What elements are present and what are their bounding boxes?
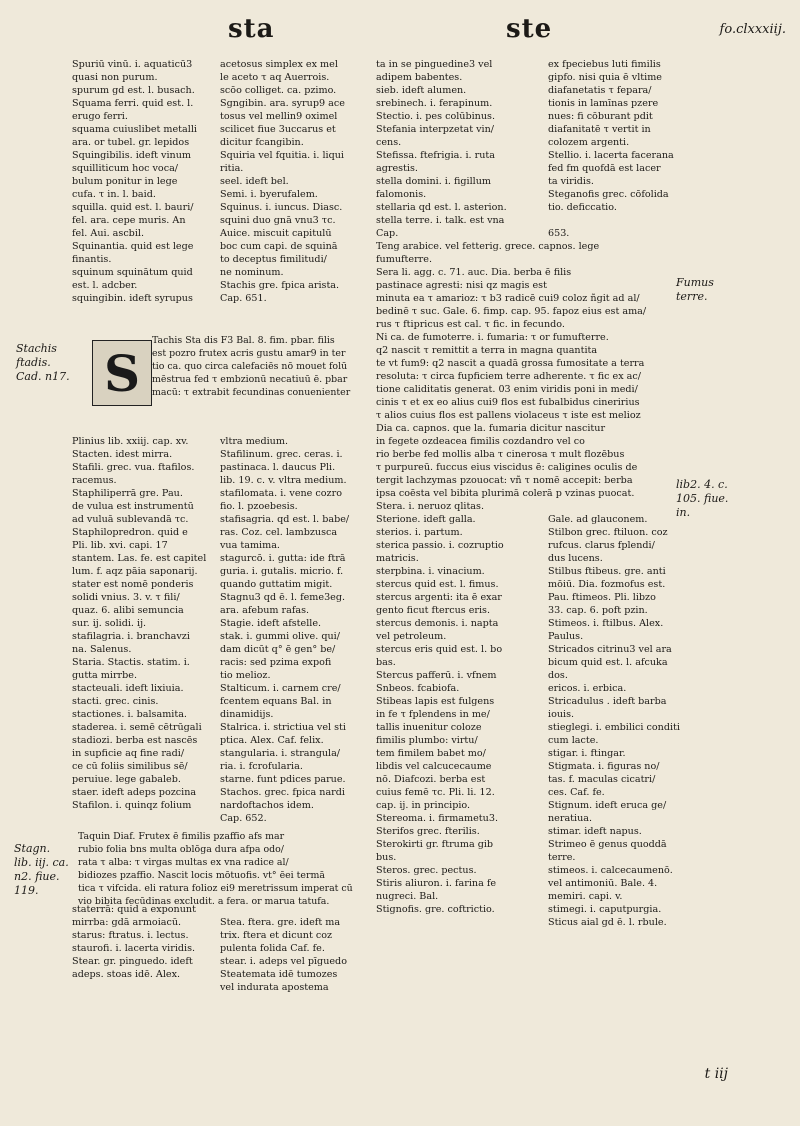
text-line: ce cū foliis similibus sē/ [72, 761, 188, 772]
text-line: Steganofis grec. cōfolida [548, 189, 669, 200]
text-line: est pozro frutex acris gustu amar9 in ter [152, 348, 346, 359]
text-line [72, 812, 214, 825]
text-line: stak. i. gummi olive. qui/ [220, 631, 340, 642]
text-line: tionis in lamīnas pzere [548, 98, 659, 109]
text-line: colozem argenti. [548, 137, 630, 148]
text-line: 119. [14, 884, 39, 897]
text-line: Cad. n17. [16, 370, 70, 383]
text-line: stellaria qd est. l. asterion. [376, 202, 507, 213]
text-line: staderea. i. semē cētrūgali [72, 722, 202, 733]
text-line: nardoftachos idem. [220, 800, 314, 811]
text-line: stimeos. i. calcecaumenō. [548, 865, 673, 876]
text-line: stella terre. i. talk. est vna [376, 215, 505, 226]
text-line: solidi vnius. 3. v. τ fili/ [72, 592, 180, 603]
text-line: fed fm quofdā est lacer [548, 163, 661, 174]
text-line: Stalticum. i. carnem cre/ [220, 683, 341, 694]
text-line: diafanitatē τ vertit in [548, 124, 651, 135]
text-line: Pau. ftimeos. Pli. libzo [548, 592, 656, 603]
text-line: stercus demonis. i. napta [376, 618, 499, 629]
text-line: cap. ij. in principio. [376, 800, 471, 811]
text-line: sterios. i. partum. [376, 527, 463, 538]
text-line: vltra medium. [220, 436, 289, 447]
text-line: Stectio. i. pes colūbinus. [376, 111, 496, 122]
text-line: gutta mirrbe. [72, 670, 138, 681]
text-line: vel indurata apostema [220, 982, 329, 993]
text-line [220, 422, 370, 435]
text-line: 653. [548, 228, 570, 239]
text-line [548, 461, 670, 474]
text-line: adeps. stoas idē. Alex. [72, 969, 181, 980]
text-line: Stachis gre. fpica arista. [220, 280, 340, 291]
text-line: dicitur fcangibin. [220, 137, 304, 148]
text-line: τ alios cuius flos est pallens violaceus τ iste est melioz [376, 410, 641, 421]
text-line: vel antimoniū. Bale. 4. [548, 878, 658, 889]
text-line: Squingibilis. ideft vinum [72, 150, 192, 161]
text-line: Stagie. ideft afstelle. [220, 618, 322, 629]
text-line: fimilis plumbo: virtu/ [376, 735, 478, 746]
text-line: stimar. ideft napus. [548, 826, 642, 837]
paragraph-652 [78, 830, 368, 908]
text-line: Ni ca. de fumoterre. i. fumaria: τ or fumufterre. [376, 332, 609, 343]
text-line: Stilbus ftibeus. gre. anti [548, 566, 666, 577]
text-line: rata τ alba: τ virgas multas ex vna radice al/ [78, 857, 289, 868]
text-line: squilliticum hoc voca/ [72, 163, 179, 174]
text-line: dus lucens. [548, 553, 603, 564]
text-line [548, 240, 670, 253]
text-line: starne. funt pdices parue. [220, 774, 346, 785]
text-line: peruiue. lege gabaleb. [72, 774, 181, 785]
text-line: squinum squinātum quid [72, 267, 193, 278]
text-line: ta in se pinguedine3 vel [376, 59, 493, 70]
text-line: srebinech. i. ferapinum. [376, 98, 493, 109]
text-line: starus: ftratus. i. lectus. [72, 930, 189, 941]
text-line: Stachos. grec. fpica nardi [220, 787, 345, 798]
text-line: lib2. 4. c. [676, 478, 728, 491]
text-line: Stignofis. gre. coftrictio. [376, 904, 495, 915]
text-line: adipem babentes. [376, 72, 463, 83]
text-line: Plinius lib. xxiij. cap. xv. [72, 436, 189, 447]
text-line: Steatemata idē tumozes [220, 969, 338, 980]
text-line [548, 279, 670, 292]
text-line: Gale. ad glauconem. [548, 514, 648, 525]
text-line: ipsa coēsta vel bibita plurimā colerā p vzinas puocat. [376, 488, 635, 499]
text-line: stigar. i. ftingar. [548, 748, 626, 759]
text-line: lum. f. aqz pāia saponarij. [72, 566, 198, 577]
text-line: Stefania interpzetat vin/ [376, 124, 495, 135]
text-line: Squinantia. quid est lege [72, 241, 194, 252]
text-line: stercus eris quid est. l. bo [376, 644, 503, 655]
text-line [72, 409, 214, 422]
text-line [548, 370, 670, 383]
text-line: bus. [376, 852, 397, 863]
text-line: tallis inuenitur coloze [376, 722, 482, 733]
text-line: fio. l. pzoebesis. [220, 501, 298, 512]
text-line [548, 409, 670, 422]
text-line: rus τ ftipricus est cal. τ fic. in fecundo. [376, 319, 565, 330]
text-line [548, 331, 670, 344]
text-line: stadiozi. berba est nascēs [72, 735, 198, 746]
text-line: quasi non purum. [72, 72, 158, 83]
text-line: falomonis. [376, 189, 427, 200]
text-line: Sterokirti gr. ftruma gib [376, 839, 494, 850]
text-line: fumufterre. [376, 254, 432, 265]
text-line: dos. [548, 670, 568, 681]
column-4 [548, 58, 680, 929]
text-line: ria. i. fcrofularia. [220, 761, 303, 772]
text-line: pastinaca. l. daucus Pli. [220, 462, 336, 473]
text-line: Stellio. i. lacerta facerana [548, 150, 674, 161]
text-line [220, 305, 370, 318]
text-line: Fumus [676, 276, 714, 289]
text-line: cens. [376, 137, 402, 148]
text-line: Strimeo ē genus quoddā [548, 839, 667, 850]
text-line: Squinus. i. iuncus. Diasc. [220, 202, 343, 213]
text-line: stimegi. i. caputpurgia. [548, 904, 662, 915]
text-line: Staphiliperrā gre. Pau. [72, 488, 183, 499]
text-line: erugo ferri. [72, 111, 128, 122]
text-line [548, 474, 670, 487]
text-line: Stiris aliuron. i. farina fe [376, 878, 497, 889]
text-line: rubio folia bns multa oblōga dura afpa odo/ [78, 844, 284, 855]
text-line: terre. [548, 852, 576, 863]
text-line: tione caliditatis generat. 03 enim viridis poni in medi/ [376, 384, 638, 395]
text-line: Stera. i. neruoz qlitas. [376, 501, 485, 512]
text-line: Stercus pafferū. i. vfnem [376, 670, 497, 681]
text-line [548, 305, 670, 318]
text-line: stangularia. i. strangula/ [220, 748, 341, 759]
text-line: Stibeas lapis est fulgens [376, 696, 495, 707]
text-line: bidiozes pzaffio. Nascit locis mōtuofis. vt° ēei termā [78, 870, 325, 881]
text-line: Cap. 651. [220, 293, 267, 304]
text-line: sieb. ideft alumen. [376, 85, 467, 96]
text-line: in fe τ fplendens in me/ [376, 709, 490, 720]
text-line: Stilbon grec. ftiluon. coz [548, 527, 668, 538]
text-line: fcentem equans Bal. in [220, 696, 332, 707]
text-line [220, 409, 370, 422]
text-line: Staphilopredron. quid e [72, 527, 188, 538]
text-line: sterica passio. i. cozruptio [376, 540, 504, 551]
text-line: Paulus. [548, 631, 584, 642]
text-line: stercus quid est. l. fimus. [376, 579, 499, 590]
text-line: ta viridis. [548, 176, 594, 187]
text-line: nugreci. Bal. [376, 891, 439, 902]
text-line: sterpbina. i. vinacium. [376, 566, 485, 577]
text-line: stagurcō. i. gutta: ide ftrā [220, 553, 346, 564]
text-line: tem fimilem babet mo/ [376, 748, 486, 759]
text-line: de vulua est instrumentū [72, 501, 194, 512]
text-line: ericos. i. erbica. [548, 683, 627, 694]
text-line: scōo colliget. ca. pzimo. [220, 85, 337, 96]
text-line: n2. fiue. [14, 870, 60, 883]
text-line: squini duo gnā vnu3 τc. [220, 215, 336, 226]
text-line: acetosus simplex ex mel [220, 59, 338, 70]
text-line: stafilomata. i. vene cozro [220, 488, 342, 499]
text-line: stercus argenti: ita ē exar [376, 592, 502, 603]
text-line: Stafilon. i. quinqz folium [72, 800, 192, 811]
text-line: Stereoma. i. firmametu3. [376, 813, 498, 824]
text-line: Sterifos grec. fterilis. [376, 826, 480, 837]
text-line: rio berbe fed mollis alba τ cinerosa τ mult flozēbus [376, 449, 625, 460]
text-line [548, 214, 670, 227]
text-line: stacti. grec. cinis. [72, 696, 159, 707]
text-line: tio melioz. [220, 670, 271, 681]
text-line: staterrā: quid a exponunt [72, 904, 196, 915]
text-line: Pli. lib. xvi. capi. 17 [72, 540, 168, 551]
text-line: in. [676, 506, 691, 519]
text-line: Stagn. [14, 842, 51, 855]
text-line: libdis vel calcucecaume [376, 761, 492, 772]
text-line: tosus vel mellin9 oximel [220, 111, 338, 122]
text-line: cuius femē τc. Pli. li. 12. [376, 787, 495, 798]
text-line: Sterione. ideft galla. [376, 514, 476, 525]
text-line [548, 318, 670, 331]
text-line: Auice. miscuit capitulū [220, 228, 332, 239]
text-line: Semi. i. byerufalem. [220, 189, 318, 200]
text-line: stafisagria. qd est. l. babe/ [220, 514, 350, 525]
text-line: gento ficut ftercus eris. [376, 605, 491, 616]
text-line: vel petroleum. [376, 631, 447, 642]
text-line: Stafili. grec. vua. ftafilos. [72, 462, 195, 473]
text-line: ex fpeciebus luti fimilis [548, 59, 661, 70]
text-line: squingibin. ideft syrupus [72, 293, 193, 304]
text-line: Cap. [376, 228, 399, 239]
text-line [548, 422, 670, 435]
text-line: le aceto τ aq Auerrois. [220, 72, 330, 83]
text-line: to deceptus fimilitudi/ [220, 254, 327, 265]
text-line: Stachis [16, 342, 57, 355]
margin-note-lib [676, 478, 728, 520]
text-line: squilla. quid est. l. bauri/ [72, 202, 194, 213]
running-head-right: ste [506, 14, 553, 44]
text-line: diafanetatis τ fepara/ [548, 85, 652, 96]
text-line: vua tamima. [220, 540, 280, 551]
text-line: Tachis Sta dis F3 Bal. 8. fim. pbar. filis [152, 335, 335, 346]
text-line: ces. Caf. fe. [548, 787, 605, 798]
text-line: stafilagria. i. branchavzi [72, 631, 190, 642]
text-line: Taquin Diaf. Frutex ē fimilis pzaffio afs mar [78, 831, 285, 842]
text-line: Stalrica. i. strictiua vel sti [220, 722, 346, 733]
text-line: dam dicūt q° ē gen° be/ [220, 644, 336, 655]
text-line: Stafilinum. grec. ceras. i. [220, 449, 343, 460]
text-line: Sticus aial gd ē. l. rbule. [548, 917, 667, 928]
text-line: Teng arabice. vel fetterig. grece. capnos. lege [376, 241, 600, 252]
text-line: dinamidijs. [220, 709, 274, 720]
text-line: resoluta: τ circa fupficiem terre adherente. τ fic ex ac/ [376, 371, 641, 382]
text-line: minuta ea τ amarioz: τ b3 radicē cui9 coloz ñgit ad al/ [376, 293, 640, 304]
text-line: tio ca. quo circa calefaciēs nō mouet folū [152, 361, 348, 372]
text-line: gipfo. nisi quia ē vltime [548, 72, 662, 83]
text-line: fel. ara. cepe muris. An [72, 215, 186, 226]
text-line: mirrba: gdā armoiacū. [72, 917, 182, 928]
text-line: ad vuluā sublevandā τc. [72, 514, 189, 525]
text-line: Stimeos. i. ftilbus. Alex. [548, 618, 664, 629]
text-line: neratiua. [548, 813, 593, 824]
text-line: stantem. Las. fe. est capitel [72, 553, 207, 564]
text-line: cum lacte. [548, 735, 599, 746]
text-line: mōiū. Dia. fozmofus est. [548, 579, 666, 590]
text-line: nō. Diafcozi. berba est [376, 774, 486, 785]
text-line [548, 344, 670, 357]
text-line: τ purpureū. fuccus eius viscidus ē: caligines oculis de [376, 462, 638, 473]
text-line: q2 nascit τ remittit a terra in magna quantita [376, 345, 598, 356]
text-line: Stricadulus . ideft barba [548, 696, 667, 707]
text-line: boc cum capi. de squinā [220, 241, 338, 252]
text-line: 33. cap. 6. poft pzin. [548, 605, 648, 616]
text-line: Stigmata. i. figuras no/ [548, 761, 660, 772]
margin-note-stachis [16, 342, 70, 384]
decorated-initial: S [92, 340, 152, 406]
text-line: stieglegi. i. embilici conditi [548, 722, 680, 733]
text-line: Stignum. ideft eruca ge/ [548, 800, 667, 811]
text-line: Squiria vel fquitia. i. liqui [220, 150, 344, 161]
text-line [548, 435, 670, 448]
text-line: scilicet fiue 3uccarus et [220, 124, 336, 135]
text-line: Staria. Stactis. statim. i. [72, 657, 190, 668]
text-line: ritia. [220, 163, 244, 174]
text-line: Sgngibin. ara. syrup9 ace [220, 98, 345, 109]
text-line: squama cuiuslibet metalli [72, 124, 197, 135]
text-line [72, 422, 214, 435]
text-line [548, 253, 670, 266]
text-line: Steros. grec. pectus. [376, 865, 477, 876]
text-line: te vt fum9: q2 nascit a quadā grossa fumositate a terra [376, 358, 645, 369]
text-line: ara. or tubel. gr. lepidos [72, 137, 190, 148]
text-line: stella domini. i. figillum [376, 176, 491, 187]
text-line: pulenta folida Caf. fe. [220, 943, 325, 954]
text-line: 105. fiue. [676, 492, 729, 505]
text-line [548, 487, 670, 500]
running-head-left: sta [228, 14, 275, 44]
margin-note-stagn [14, 842, 69, 898]
text-line: trix. ftera et dicunt coz [220, 930, 333, 941]
text-line: terre. [676, 290, 708, 303]
text-line: pastinace agresti: nisi qz magis est [376, 280, 547, 291]
text-line: matricis. [376, 553, 419, 564]
text-line: Squama ferri. quid est. l. [72, 98, 194, 109]
text-line: lib. iij. ca. [14, 856, 69, 869]
text-line: Stacten. idest mirra. [72, 449, 173, 460]
text-line [220, 318, 370, 331]
text-line: quando guttatim migit. [220, 579, 333, 590]
text-line: stactiones. i. balsamita. [72, 709, 187, 720]
text-line: iouis. [548, 709, 575, 720]
signature-mark: t iij [704, 1066, 728, 1082]
text-line: racemus. [72, 475, 117, 486]
text-line: fel. Aui. ascbil. [72, 228, 145, 239]
text-line: staer. ideft adeps pozcina [72, 787, 197, 798]
text-line: lib. 19. c. v. vltra medium. [220, 475, 347, 486]
text-line: spurum gd est. l. busach. [72, 85, 195, 96]
text-line: Stagnu3 qd ē. l. feme3eg. [220, 592, 346, 603]
text-line: Sera li. agg. c. 71. auc. Dia. berba ē filis [376, 267, 572, 278]
text-line: ne nominum. [220, 267, 284, 278]
text-line: cinis τ et ex eo alius cui9 flos est fubalbidus cineririus [376, 397, 640, 408]
text-line: ptica. Alex. Caf. felix. [220, 735, 324, 746]
text-line: memiri. capi. v. [548, 891, 623, 902]
text-line [72, 305, 214, 318]
text-line [548, 383, 670, 396]
text-line: agrestis. [376, 163, 418, 174]
text-line: tio. deficcatio. [548, 202, 617, 213]
text-line: Stea. ftera. gre. ideft ma [220, 917, 341, 928]
text-line: macū: τ extrabit fecundinas conuenienter [152, 387, 351, 398]
text-line: bulum ponitur in lege [72, 176, 178, 187]
text-line: Cap. 652. [220, 813, 267, 824]
text-line: stear. i. adeps vel pīguedo [220, 956, 347, 967]
text-line: Spuriū vinū. i. aquaticū3 [72, 59, 193, 70]
folio-number: fo.clxxxiij. [719, 22, 786, 37]
text-line: Stefissa. ftefrigia. i. ruta [376, 150, 495, 161]
text-line: in supficie aq fine radi/ [72, 748, 185, 759]
text-line [548, 266, 670, 279]
margin-note-fumus [676, 276, 714, 304]
text-line: in fegete ozdeacea fimilis cozdandro vel co [376, 436, 585, 447]
text-line: bedinē τ suc. Gale. 6. fimp. cap. 95. fapoz eius est ama/ [376, 306, 647, 317]
text-line [548, 396, 670, 409]
text-line: rufcus. clarus fplendi/ [548, 540, 655, 551]
text-line: quaz. 6. alibi semuncia [72, 605, 184, 616]
text-line: ara. afebum rafas. [220, 605, 310, 616]
text-line: tas. f. maculas cicatri/ [548, 774, 656, 785]
text-line: stacteuali. ideft lixiuia. [72, 683, 184, 694]
text-line: cufa. τ in. l. baid. [72, 189, 156, 200]
text-line [548, 500, 670, 513]
text-line: bicum quid est. l. afcuka [548, 657, 668, 668]
text-line: mēstrua fed τ embzionū necatiuū ē. pbar [152, 374, 348, 385]
text-line: racis: sed pzima expofi [220, 657, 332, 668]
text-line: ras. Coz. cel. lambzusca [220, 527, 338, 538]
text-line: stater est nomē ponderis [72, 579, 194, 590]
paragraph-651 [152, 334, 366, 399]
text-line [72, 318, 214, 331]
text-line: finantis. [72, 254, 112, 265]
text-line: tergit lachzymas pzouocat: vñ τ nomē accepit: berba [376, 475, 633, 486]
text-line: est. l. adcber. [72, 280, 138, 291]
text-line: vio bibita fecūdinas excludit. a fera. or marua tatufa. [78, 896, 330, 907]
text-line: Dia ca. capnos. que la. fumaria dicitur nascitur [376, 423, 606, 434]
text-line: ftadis. [16, 356, 51, 369]
text-line: Stear. gr. pinguedo. ideft [72, 956, 193, 967]
text-line [548, 357, 670, 370]
text-line [548, 292, 670, 305]
text-line: bas. [376, 657, 396, 668]
text-line: tica τ vifcida. eli ratura folioz ei9 meretrissum imperat cū [78, 883, 353, 894]
text-line: nues: fi cōburant pdit [548, 111, 653, 122]
text-line: guria. i. gutalis. micrio. f. [220, 566, 344, 577]
text-line: sur. ij. solidi. ij. [72, 618, 147, 629]
text-line: na. Salenus. [72, 644, 132, 655]
text-line: Stricados citrinu3 vel ara [548, 644, 672, 655]
text-line: Snbeos. fcabiofa. [376, 683, 460, 694]
text-line [548, 448, 670, 461]
text-line: staurofi. i. lacerta viridis. [72, 943, 196, 954]
text-line: seel. ideft bel. [220, 176, 289, 187]
